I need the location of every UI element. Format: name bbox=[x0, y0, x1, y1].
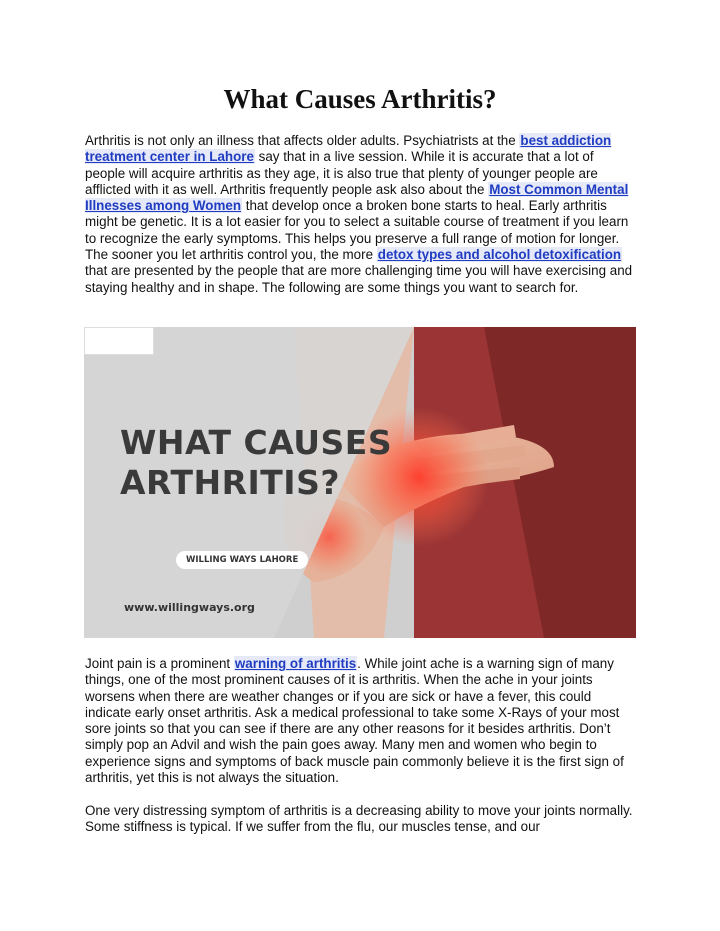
warning-of-arthritis-link[interactable]: warning of arthritis bbox=[234, 656, 357, 671]
joint-text-2: . While joint ache is a warning sign of many things, one of the most prominent causes of it is arthritis. When the ache in your joints worsens when there are weather changes or if you are sick or have a fever, this could indicate early onset arthritis. Ask a medical professional to take some X-Rays of your most sore joints so that you can see if there are any other reasons for it besides arthritis. Don’t simply pop an Advil and wish the pain goes away. Many men and women who begin to experience signs and symptoms of back muscle pain commonly believe it is the first sign of arthritis, yet this is not always the situation. bbox=[85, 656, 624, 786]
hero-badge: WILLING WAYS LAHORE bbox=[176, 551, 308, 569]
hero-url: www.willingways.org bbox=[124, 601, 255, 614]
intro-paragraph bbox=[85, 133, 637, 296]
joint-pain-paragraph bbox=[85, 656, 637, 786]
page-title: What Causes Arthritis? bbox=[223, 84, 497, 114]
addiction-center-link[interactable]: best addiction treatment center in Lahore bbox=[85, 133, 612, 165]
willing-ways-logo bbox=[84, 327, 154, 355]
detox-types-link[interactable]: detox types and alcohol detoxification bbox=[377, 247, 622, 263]
joint-text-1: Joint pain is a prominent bbox=[85, 656, 234, 671]
mental-illnesses-link[interactable]: Most Common Mental Illnesses among Women bbox=[85, 181, 629, 214]
intro-text-4: that are presented by the people that are more challenging time you will have exercising and staying healthy and in shape. The following are some things you want to search for. bbox=[85, 263, 633, 295]
hero-title: WHAT CAUSES ARTHRITIS? bbox=[120, 423, 393, 502]
intro-text-2: say that in a live session. While it is accurate that a lot of people will acquire arthritis as they age, it is also true that plenty of younger people are afflicted with it as well. Arthritis frequently people ask also about the bbox=[85, 149, 598, 197]
intro-text-3: that develop once a broken bone starts to heal. Early arthritis might be genetic. It is a lot easier for you to select a suitable course of treatment if you learn to recognize the early symptoms. This helps you preserve a full range of motion for longer. The sooner you let arthritis control you, the more bbox=[85, 198, 629, 263]
hero-image bbox=[84, 327, 636, 638]
intro-text-1: Arthritis is not only an illness that affects older adults. Psychiatrists at the bbox=[85, 133, 520, 148]
mobility-paragraph: One very distressing symptom of arthritis is a decreasing ability to move your joints normally. Some stiffness is typical. If we suffer from the flu, our muscles tense, and our bbox=[85, 803, 633, 835]
